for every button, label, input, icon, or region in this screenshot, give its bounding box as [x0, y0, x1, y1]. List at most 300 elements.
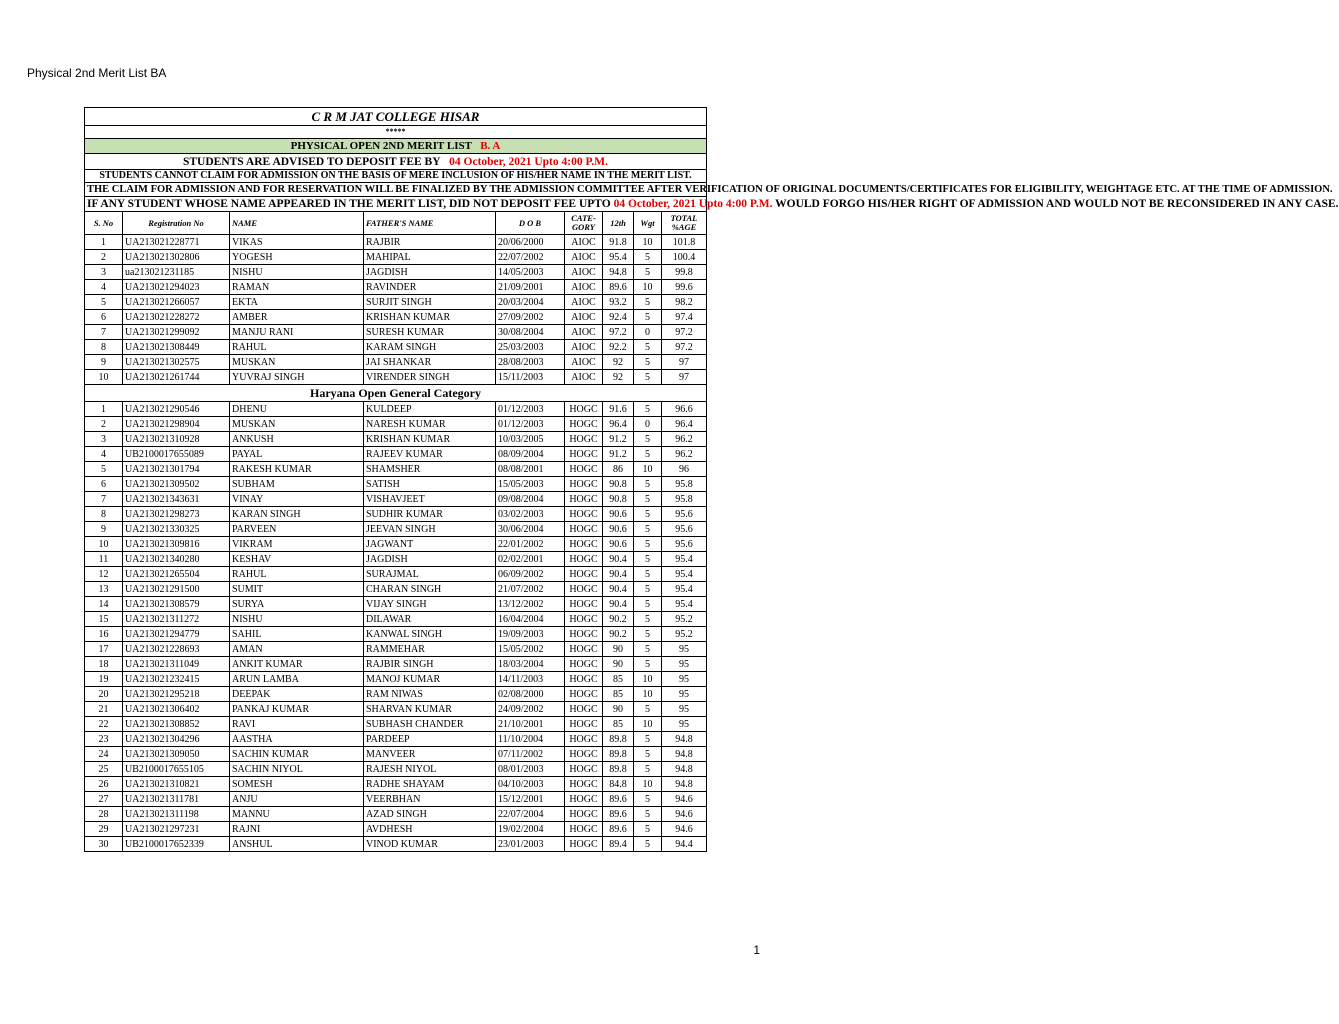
weightage: 10 [634, 280, 662, 295]
weightage: 5 [634, 355, 662, 370]
total-percentage: 95.6 [662, 537, 707, 552]
registration-number: UA213021308449 [123, 340, 230, 355]
student-name: RAHUL [230, 567, 364, 582]
category: HOGC [565, 762, 603, 777]
total-percentage: 95.4 [662, 597, 707, 612]
marks-12th: 90.2 [603, 612, 634, 627]
weightage: 5 [634, 447, 662, 462]
header-total-line2: %AGE [671, 222, 697, 232]
category: AIOC [565, 235, 603, 250]
registration-number: UA213021309050 [123, 747, 230, 762]
marks-12th: 96.4 [603, 417, 634, 432]
serial-number: 23 [85, 732, 123, 747]
claim-warning: STUDENTS CANNOT CLAIM FOR ADMISSION ON THE BASIS OF MERE INCLUSION OF HIS/HER NAME IN THE MERIT LIST. [85, 170, 707, 183]
table-row [85, 537, 707, 552]
category: AIOC [565, 295, 603, 310]
date-of-birth: 19/02/2004 [496, 822, 565, 837]
serial-number: 17 [85, 642, 123, 657]
weightage: 5 [634, 627, 662, 642]
category: HOGC [565, 732, 603, 747]
registration-number: ua213021231185 [123, 265, 230, 280]
weightage: 5 [634, 597, 662, 612]
weightage: 5 [634, 792, 662, 807]
date-of-birth: 27/09/2002 [496, 310, 565, 325]
registration-number: UA213021228272 [123, 310, 230, 325]
student-name: RAJNI [230, 822, 364, 837]
father-name: RAM NIWAS [364, 687, 496, 702]
student-name: SUMIT [230, 582, 364, 597]
category: HOGC [565, 612, 603, 627]
date-of-birth: 24/09/2002 [496, 702, 565, 717]
category: HOGC [565, 507, 603, 522]
father-name: SURESH KUMAR [364, 325, 496, 340]
date-of-birth: 18/03/2004 [496, 657, 565, 672]
father-name: RAJEEV KUMAR [364, 447, 496, 462]
table-row [85, 672, 707, 687]
student-name: PARVEEN [230, 522, 364, 537]
student-name: MUSKAN [230, 355, 364, 370]
student-name: YOGESH [230, 250, 364, 265]
student-name: SOMESH [230, 777, 364, 792]
serial-number: 18 [85, 657, 123, 672]
weightage: 5 [634, 837, 662, 852]
date-of-birth: 15/05/2003 [496, 477, 565, 492]
registration-number: UA213021297231 [123, 822, 230, 837]
student-name: MANJU RANI [230, 325, 364, 340]
table-row [85, 777, 707, 792]
date-of-birth: 21/10/2001 [496, 717, 565, 732]
total-percentage: 100.4 [662, 250, 707, 265]
table-row [85, 567, 707, 582]
weightage: 10 [634, 777, 662, 792]
category: HOGC [565, 402, 603, 417]
date-of-birth: 28/08/2003 [496, 355, 565, 370]
total-percentage: 95 [662, 642, 707, 657]
serial-number: 7 [85, 492, 123, 507]
father-name: RAJBIR [364, 235, 496, 250]
serial-number: 7 [85, 325, 123, 340]
marks-12th: 92 [603, 355, 634, 370]
date-of-birth: 19/09/2003 [496, 627, 565, 642]
registration-number: UA213021294023 [123, 280, 230, 295]
serial-number: 6 [85, 477, 123, 492]
date-of-birth: 01/12/2003 [496, 402, 565, 417]
table-row [85, 402, 707, 417]
date-of-birth: 22/01/2002 [496, 537, 565, 552]
header-registration: Registration No [123, 212, 230, 235]
father-name: VIRENDER SINGH [364, 370, 496, 385]
student-name: VINAY [230, 492, 364, 507]
serial-number: 10 [85, 537, 123, 552]
registration-number: UA213021302806 [123, 250, 230, 265]
marks-12th: 90.8 [603, 492, 634, 507]
marks-12th: 92.4 [603, 310, 634, 325]
weightage: 5 [634, 295, 662, 310]
registration-number: UA213021261744 [123, 370, 230, 385]
date-of-birth: 21/09/2001 [496, 280, 565, 295]
total-percentage: 95 [662, 672, 707, 687]
total-percentage: 98.2 [662, 295, 707, 310]
table-row [85, 582, 707, 597]
student-name: PANKAJ KUMAR [230, 702, 364, 717]
registration-number: UA213021309502 [123, 477, 230, 492]
serial-number: 5 [85, 462, 123, 477]
date-of-birth: 22/07/2002 [496, 250, 565, 265]
date-of-birth: 08/09/2004 [496, 447, 565, 462]
weightage: 5 [634, 250, 662, 265]
marks-12th: 90.4 [603, 582, 634, 597]
serial-number: 4 [85, 280, 123, 295]
marks-12th: 90.4 [603, 597, 634, 612]
father-name: AVDHESH [364, 822, 496, 837]
student-name: NISHU [230, 265, 364, 280]
father-name: NARESH KUMAR [364, 417, 496, 432]
student-name: KESHAV [230, 552, 364, 567]
total-percentage: 94.8 [662, 762, 707, 777]
father-name: KRISHAN KUMAR [364, 310, 496, 325]
serial-number: 29 [85, 822, 123, 837]
date-of-birth: 16/04/2004 [496, 612, 565, 627]
table-row [85, 762, 707, 777]
father-name: JAGDISH [364, 265, 496, 280]
category: AIOC [565, 280, 603, 295]
date-of-birth: 08/01/2003 [496, 762, 565, 777]
serial-number: 13 [85, 582, 123, 597]
header-father: FATHER'S NAME [364, 212, 496, 235]
marks-12th: 94.8 [603, 265, 634, 280]
father-name: KRISHAN KUMAR [364, 432, 496, 447]
table-row [85, 432, 707, 447]
category: HOGC [565, 432, 603, 447]
table-row [85, 280, 707, 295]
page-header: Physical 2nd Merit List BA [27, 66, 167, 80]
category: HOGC [565, 492, 603, 507]
marks-12th: 85 [603, 717, 634, 732]
total-percentage: 96.2 [662, 432, 707, 447]
verification-notice: THE CLAIM FOR ADMISSION AND FOR RESERVATION WILL BE FINALIZED BY THE ADMISSION COMMITTEE AFTER VERIFICATION OF ORIGINAL DOCUMENTS/CERTIFICATES FOR ELIGIBILITY, WEIGHTAGE ETC. AT THE TIME OF ADMISSION. [85, 183, 707, 197]
total-percentage: 96 [662, 462, 707, 477]
serial-number: 21 [85, 702, 123, 717]
total-percentage: 96.2 [662, 447, 707, 462]
category: HOGC [565, 747, 603, 762]
serial-number: 27 [85, 792, 123, 807]
serial-number: 19 [85, 672, 123, 687]
list-title-text: PHYSICAL OPEN 2ND MERIT LIST [290, 140, 472, 152]
total-percentage: 95.4 [662, 567, 707, 582]
total-percentage: 95.8 [662, 477, 707, 492]
marks-12th: 90 [603, 702, 634, 717]
table-row [85, 837, 707, 852]
date-of-birth: 11/10/2004 [496, 732, 565, 747]
weightage: 10 [634, 672, 662, 687]
category: HOGC [565, 687, 603, 702]
category: HOGC [565, 657, 603, 672]
forfeit-notice [85, 197, 1339, 212]
total-percentage: 97 [662, 370, 707, 385]
category: HOGC [565, 417, 603, 432]
date-of-birth: 30/08/2004 [496, 325, 565, 340]
father-name: SHAMSHER [364, 462, 496, 477]
table-row [85, 792, 707, 807]
serial-number: 24 [85, 747, 123, 762]
marks-12th: 93.2 [603, 295, 634, 310]
registration-number: UA213021340280 [123, 552, 230, 567]
father-name: VIJAY SINGH [364, 597, 496, 612]
category: HOGC [565, 582, 603, 597]
student-name: RAVI [230, 717, 364, 732]
forfeit-deadline: 04 October, 2021 Upto 4:00 P.M. [613, 198, 773, 210]
total-percentage: 94.8 [662, 732, 707, 747]
table-row [85, 295, 707, 310]
total-percentage: 95.2 [662, 627, 707, 642]
date-of-birth: 15/12/2001 [496, 792, 565, 807]
total-percentage: 94.8 [662, 747, 707, 762]
weightage: 5 [634, 807, 662, 822]
weightage: 5 [634, 310, 662, 325]
registration-number: UA213021232415 [123, 672, 230, 687]
date-of-birth: 03/02/2003 [496, 507, 565, 522]
student-name: SACHIN NIYOL [230, 762, 364, 777]
weightage: 5 [634, 537, 662, 552]
date-of-birth: 20/03/2004 [496, 295, 565, 310]
father-name: VEERBHAN [364, 792, 496, 807]
table-row [85, 747, 707, 762]
serial-number: 20 [85, 687, 123, 702]
serial-number: 6 [85, 310, 123, 325]
father-name: RAJBIR SINGH [364, 657, 496, 672]
father-name: SHARVAN KUMAR [364, 702, 496, 717]
father-name: RAVINDER [364, 280, 496, 295]
category: HOGC [565, 837, 603, 852]
weightage: 10 [634, 687, 662, 702]
total-percentage: 94.6 [662, 822, 707, 837]
serial-number: 3 [85, 432, 123, 447]
marks-12th: 91.8 [603, 235, 634, 250]
serial-number: 1 [85, 235, 123, 250]
marks-12th: 90 [603, 657, 634, 672]
header-total [662, 212, 707, 235]
registration-number: UA213021228771 [123, 235, 230, 250]
marks-12th: 90.6 [603, 507, 634, 522]
date-of-birth: 14/11/2003 [496, 672, 565, 687]
registration-number: UA213021308579 [123, 597, 230, 612]
merit-list-title [85, 139, 707, 154]
total-percentage: 95.6 [662, 507, 707, 522]
weightage: 5 [634, 522, 662, 537]
category: HOGC [565, 672, 603, 687]
father-name: DILAWAR [364, 612, 496, 627]
total-percentage: 97.4 [662, 310, 707, 325]
registration-number: UA213021343631 [123, 492, 230, 507]
total-percentage: 94.6 [662, 792, 707, 807]
total-percentage: 96.6 [662, 402, 707, 417]
weightage: 5 [634, 477, 662, 492]
advice-text: STUDENTS ARE ADVISED TO DEPOSIT FEE BY [182, 155, 441, 168]
category: AIOC [565, 310, 603, 325]
student-name: DEEPAK [230, 687, 364, 702]
father-name: CHARAN SINGH [364, 582, 496, 597]
category: HOGC [565, 792, 603, 807]
category: HOGC [565, 807, 603, 822]
date-of-birth: 07/11/2002 [496, 747, 565, 762]
table-row [85, 807, 707, 822]
student-name: RAHUL [230, 340, 364, 355]
father-name: VINOD KUMAR [364, 837, 496, 852]
registration-number: UA213021311198 [123, 807, 230, 822]
total-percentage: 99.8 [662, 265, 707, 280]
weightage: 5 [634, 567, 662, 582]
date-of-birth: 14/05/2003 [496, 265, 565, 280]
marks-12th: 95.4 [603, 250, 634, 265]
category: HOGC [565, 777, 603, 792]
student-name: ANJU [230, 792, 364, 807]
registration-number: UA213021301794 [123, 462, 230, 477]
date-of-birth: 21/07/2002 [496, 582, 565, 597]
registration-number: UA213021266057 [123, 295, 230, 310]
registration-number: UA213021302575 [123, 355, 230, 370]
table-row [85, 687, 707, 702]
father-name: JAI SHANKAR [364, 355, 496, 370]
category: HOGC [565, 552, 603, 567]
student-name: KARAN SINGH [230, 507, 364, 522]
student-name: RAMAN [230, 280, 364, 295]
category: AIOC [565, 265, 603, 280]
student-name: YUVRAJ SINGH [230, 370, 364, 385]
weightage: 5 [634, 657, 662, 672]
serial-number: 30 [85, 837, 123, 852]
table-row [85, 370, 707, 385]
registration-number: UA213021228693 [123, 642, 230, 657]
college-title: C R M JAT COLLEGE HISAR [85, 108, 707, 126]
table-row [85, 310, 707, 325]
weightage: 5 [634, 732, 662, 747]
serial-number: 2 [85, 417, 123, 432]
total-percentage: 95 [662, 687, 707, 702]
registration-number: UA213021310821 [123, 777, 230, 792]
serial-number: 9 [85, 522, 123, 537]
table-row [85, 462, 707, 477]
category: HOGC [565, 642, 603, 657]
total-percentage: 101.8 [662, 235, 707, 250]
total-percentage: 95 [662, 657, 707, 672]
date-of-birth: 20/06/2000 [496, 235, 565, 250]
marks-12th: 85 [603, 687, 634, 702]
marks-12th: 92 [603, 370, 634, 385]
father-name: AZAD SINGH [364, 807, 496, 822]
marks-12th: 90.6 [603, 537, 634, 552]
table-row [85, 657, 707, 672]
serial-number: 12 [85, 567, 123, 582]
table-row [85, 702, 707, 717]
father-name: MANOJ KUMAR [364, 672, 496, 687]
father-name: SATISH [364, 477, 496, 492]
weightage: 5 [634, 432, 662, 447]
weightage: 10 [634, 462, 662, 477]
weightage: 0 [634, 325, 662, 340]
marks-12th: 89.8 [603, 747, 634, 762]
total-percentage: 94.6 [662, 807, 707, 822]
father-name: JAGDISH [364, 552, 496, 567]
category: AIOC [565, 340, 603, 355]
stars-divider: ***** [85, 126, 707, 139]
registration-number: UA213021330325 [123, 522, 230, 537]
student-name: AMBER [230, 310, 364, 325]
serial-number: 3 [85, 265, 123, 280]
serial-number: 8 [85, 340, 123, 355]
date-of-birth: 25/03/2003 [496, 340, 565, 355]
category: HOGC [565, 822, 603, 837]
table-row [85, 507, 707, 522]
student-name: AASTHA [230, 732, 364, 747]
date-of-birth: 06/09/2002 [496, 567, 565, 582]
date-of-birth: 15/11/2003 [496, 370, 565, 385]
father-name: JEEVAN SINGH [364, 522, 496, 537]
registration-number: UA213021291500 [123, 582, 230, 597]
total-percentage: 95.2 [662, 612, 707, 627]
table-row [85, 717, 707, 732]
serial-number: 28 [85, 807, 123, 822]
date-of-birth: 04/10/2003 [496, 777, 565, 792]
serial-number: 14 [85, 597, 123, 612]
header-category-line1: CATE- [571, 213, 596, 223]
registration-number: UB2100017655089 [123, 447, 230, 462]
weightage: 5 [634, 370, 662, 385]
serial-number: 22 [85, 717, 123, 732]
father-name: MANVEER [364, 747, 496, 762]
student-name: SAHIL [230, 627, 364, 642]
marks-12th: 91.2 [603, 432, 634, 447]
marks-12th: 89.8 [603, 732, 634, 747]
date-of-birth: 01/12/2003 [496, 417, 565, 432]
table-row [85, 417, 707, 432]
table-row [85, 235, 707, 250]
student-name: RAKESH KUMAR [230, 462, 364, 477]
total-percentage: 97.2 [662, 325, 707, 340]
marks-12th: 90.6 [603, 522, 634, 537]
serial-number: 8 [85, 507, 123, 522]
serial-number: 25 [85, 762, 123, 777]
registration-number: UA213021299092 [123, 325, 230, 340]
weightage: 5 [634, 612, 662, 627]
fee-deadline: 04 October, 2021 Upto 4:00 P.M. [449, 155, 609, 168]
table-row [85, 492, 707, 507]
registration-number: UA213021295218 [123, 687, 230, 702]
student-name: SUBHAM [230, 477, 364, 492]
table-row [85, 642, 707, 657]
student-name: ANKIT KUMAR [230, 657, 364, 672]
marks-12th: 84.8 [603, 777, 634, 792]
category: HOGC [565, 627, 603, 642]
student-name: EKTA [230, 295, 364, 310]
table-row [85, 732, 707, 747]
category: AIOC [565, 325, 603, 340]
weightage: 5 [634, 702, 662, 717]
table-row [85, 340, 707, 355]
student-name: AMAN [230, 642, 364, 657]
date-of-birth: 02/02/2001 [496, 552, 565, 567]
merit-list-table [84, 107, 1339, 852]
header-name: NAME [230, 212, 364, 235]
total-percentage: 96.4 [662, 417, 707, 432]
father-name: VISHAVJEET [364, 492, 496, 507]
weightage: 5 [634, 642, 662, 657]
weightage: 5 [634, 552, 662, 567]
registration-number: UB2100017652339 [123, 837, 230, 852]
registration-number: UA213021294779 [123, 627, 230, 642]
table-row [85, 552, 707, 567]
date-of-birth: 10/03/2005 [496, 432, 565, 447]
weightage: 10 [634, 235, 662, 250]
